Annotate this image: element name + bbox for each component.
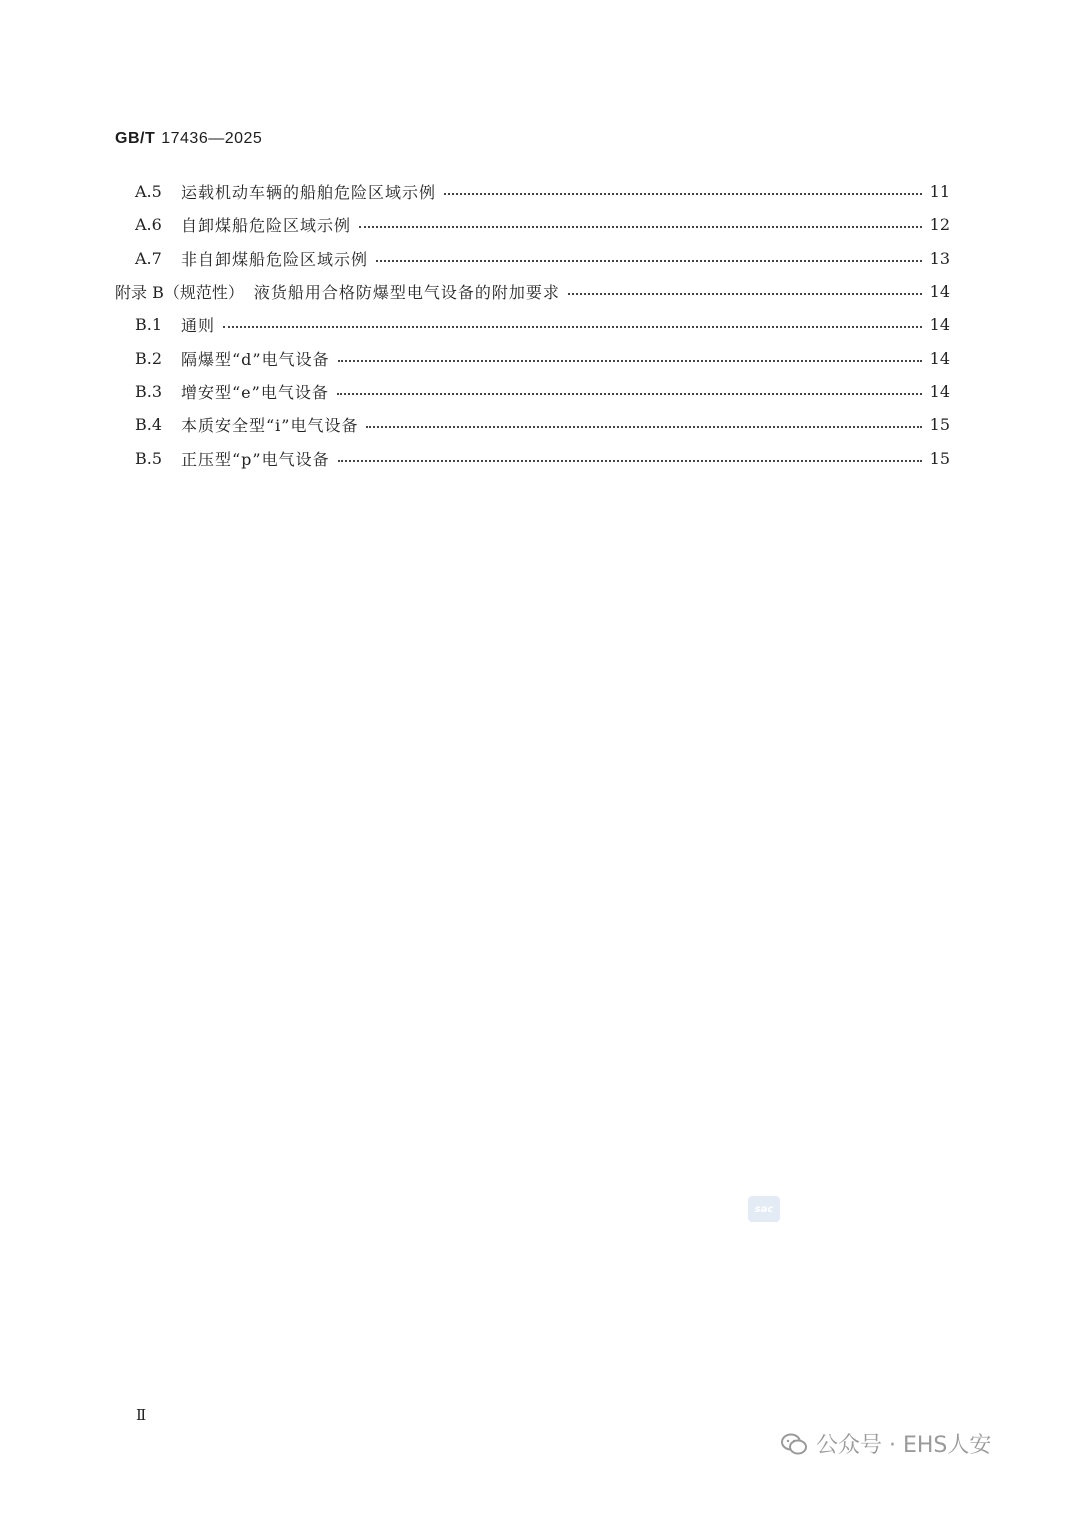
toc-leader-dots — [337, 392, 922, 395]
standard-code — [115, 130, 262, 148]
toc-entry-number: B.5 — [135, 448, 163, 468]
toc-entry-a5[interactable] — [115, 175, 950, 208]
toc-entry-title: 运载机动车辆的船舶危险区域示例 — [181, 183, 437, 203]
toc-entry-number: B.4 — [135, 415, 163, 435]
toc-entry-page: 15 — [929, 448, 950, 468]
watermark-text: 公众号 · EHS人安 — [816, 1433, 992, 1458]
table-of-contents — [115, 175, 950, 475]
toc-entry-title: 自卸煤船危险区域示例 — [181, 216, 352, 236]
toc-entry-b2[interactable] — [115, 341, 950, 374]
toc-entry-number: A.5 — [135, 182, 162, 202]
toc-leader-dots — [359, 225, 922, 228]
toc-entry-title: 增安型“e”电气设备 — [181, 382, 329, 402]
toc-entry-a7[interactable] — [115, 242, 950, 275]
toc-entry-title: 隔爆型“d”电气设备 — [181, 349, 330, 369]
toc-entry-page: 14 — [929, 348, 950, 368]
toc-entry-page: 11 — [929, 182, 950, 202]
toc-entry-title: 正压型“p”电气设备 — [181, 449, 330, 469]
sac-logo-text: sac — [754, 1203, 774, 1215]
sac-logo-stamp — [748, 1196, 780, 1222]
toc-entry-appendix-b[interactable] — [115, 275, 950, 308]
toc-entry-b5[interactable] — [115, 441, 950, 474]
toc-entry-number: 附录 B（规范性） — [115, 283, 244, 303]
toc-entry-page: 14 — [929, 315, 950, 335]
toc-entry-page: 15 — [929, 415, 950, 435]
toc-entry-number: A.7 — [135, 248, 162, 268]
toc-entry-title: 液货船用合格防爆型电气设备的附加要求 — [253, 283, 560, 303]
toc-entry-number: A.6 — [135, 215, 162, 235]
toc-leader-dots — [338, 359, 922, 362]
toc-leader-dots — [366, 425, 921, 428]
toc-entry-a6[interactable] — [115, 208, 950, 241]
toc-entry-title: 本质安全型“i”电气设备 — [181, 416, 359, 436]
toc-entry-b4[interactable] — [115, 408, 950, 441]
toc-entry-number: B.1 — [135, 315, 163, 335]
toc-entry-page: 12 — [929, 215, 950, 235]
page-number: Ⅱ — [136, 1406, 147, 1424]
toc-leader-dots — [568, 292, 922, 295]
toc-leader-dots — [223, 325, 922, 328]
toc-entry-page: 14 — [929, 381, 950, 401]
toc-entry-b3[interactable] — [115, 375, 950, 408]
toc-leader-dots — [444, 192, 922, 195]
toc-entry-b1[interactable] — [115, 308, 950, 341]
toc-entry-number: B.3 — [135, 381, 163, 401]
wechat-icon — [780, 1432, 808, 1456]
standard-code-number: 17436—2025 — [161, 130, 263, 147]
standard-code-prefix: GB/T — [115, 130, 156, 147]
toc-entry-title: 非自卸煤船危险区域示例 — [181, 249, 369, 269]
toc-leader-dots — [338, 459, 922, 462]
toc-entry-number: B.2 — [135, 348, 163, 368]
toc-entry-page: 13 — [929, 248, 950, 268]
toc-leader-dots — [376, 259, 922, 262]
toc-entry-title: 通则 — [181, 316, 216, 336]
toc-entry-page: 14 — [929, 282, 950, 302]
wechat-watermark — [780, 1428, 991, 1459]
